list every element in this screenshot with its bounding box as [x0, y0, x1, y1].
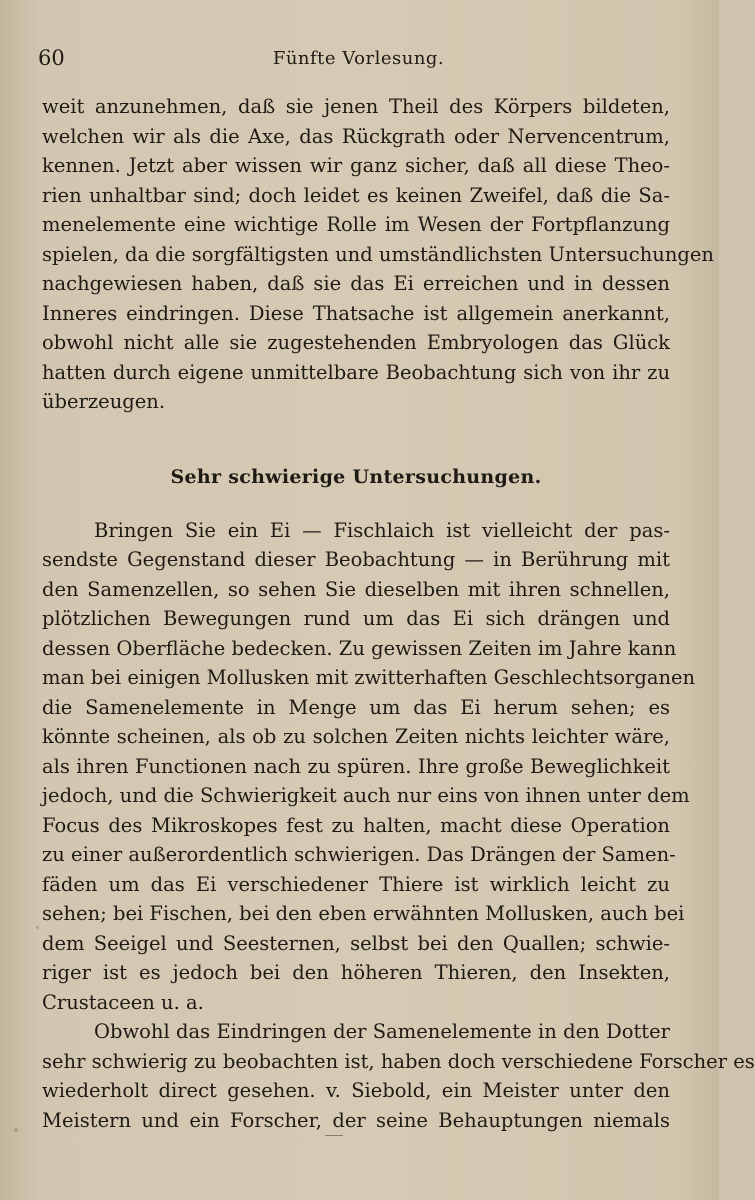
text-line: jedoch, und die Schwierigkeit auch nur eins von ihnen unter dem — [42, 784, 690, 807]
page-number: 60 — [38, 46, 65, 70]
text-line: fäden um das Ei verschiedener Thiere ist wirklich leicht zu — [42, 872, 670, 896]
text-line: sehr schwierig zu beobachten ist, haben doch verschiedene Forscher es — [42, 1049, 755, 1073]
text-line: hatten durch eigene unmittelbare Beobachtung sich von ihr zu — [42, 360, 670, 384]
paper-spot — [14, 1128, 18, 1132]
page-body — [42, 92, 755, 1135]
text-line: kennen. Jetzt aber wissen wir ganz sicher, daß all diese Theo- — [42, 154, 670, 177]
text-line: plötzlichen Bewegungen rund um das Ei sich drängen und — [42, 607, 670, 630]
paragraph-1 — [42, 92, 714, 417]
section-title: Sehr schwierige Untersuchungen. — [170, 465, 542, 488]
text-line: rien unhaltbar sind; doch leidet es keinen Zweifel, daß die Sa- — [42, 183, 670, 207]
text-line: könnte scheinen, als ob zu solchen Zeiten nichts leichter wäre, — [42, 725, 670, 748]
text-line: spielen, da die sorgfältigsten und umständlichsten Untersuchungen — [42, 242, 714, 266]
text-line: überzeugen. — [42, 390, 166, 413]
text-line: den Samenzellen, so sehen Sie dieselben mit ihren schnellen, — [42, 577, 670, 601]
text-line: zu einer außerordentlich schwierigen. Das Drängen der Samen- — [42, 843, 676, 866]
printer-mark — [325, 1135, 343, 1136]
paragraph-2 — [42, 516, 696, 1018]
text-line: wiederholt direct gesehen. v. Siebold, ein Meister unter den — [42, 1079, 670, 1102]
text-line: die Samenelemente in Menge um das Ei herum sehen; es — [42, 695, 670, 719]
text-line: welchen wir als die Axe, das Rückgrath oder Nervencentrum, — [42, 124, 670, 148]
paper-spot — [36, 926, 39, 929]
text-line: sehen; bei Fischen, bei den eben erwähnten Mollusken, auch bei — [42, 902, 685, 925]
text-line: nachgewiesen haben, daß sie das Ei erreichen und in dessen — [42, 272, 670, 295]
text-line: Crustaceen u. a. — [42, 990, 204, 1014]
running-title: Fünfte Vorlesung. — [272, 48, 445, 69]
text-line: weit anzunehmen, daß sie jenen Theil des Körpers bildeten, — [42, 95, 670, 118]
text-line: Inneres eindringen. Diese Thatsache ist allgemein anerkannt, — [42, 301, 670, 325]
text-line: sendste Gegenstand dieser Beobachtung — in Berührung mit — [42, 548, 670, 571]
text-line: Focus des Mikroskopes fest zu halten, macht diese Operation — [42, 813, 670, 837]
text-line: Obwohl das Eindringen der Samenelemente in den Dotter — [94, 1020, 670, 1043]
text-line: dessen Oberfläche bedecken. Zu gewissen Zeiten im Jahre kann — [42, 636, 677, 660]
text-line: man bei einigen Mollusken mit zwitterhaften Geschlechtsorganen — [42, 666, 696, 689]
paragraph-3 — [42, 1017, 755, 1135]
text-line: dem Seeigel und Seesternen, selbst bei den Quallen; schwie- — [42, 931, 670, 955]
page-header — [38, 46, 679, 74]
text-line: obwohl nicht alle sie zugestehenden Embryologen das Glück — [42, 331, 670, 354]
text-line: menelemente eine wichtige Rolle im Wesen der Fortpflanzung — [42, 213, 670, 236]
text-line: Meistern und ein Forscher, der seine Behauptungen niemals — [42, 1108, 670, 1132]
text-line: riger ist es jedoch bei den höheren Thieren, den Insekten, — [42, 961, 670, 984]
text-line: als ihren Functionen nach zu spüren. Ihre große Beweglichkeit — [42, 754, 670, 778]
text-line: Bringen Sie ein Ei — Fischlaich ist vielleicht der pas- — [94, 518, 670, 542]
